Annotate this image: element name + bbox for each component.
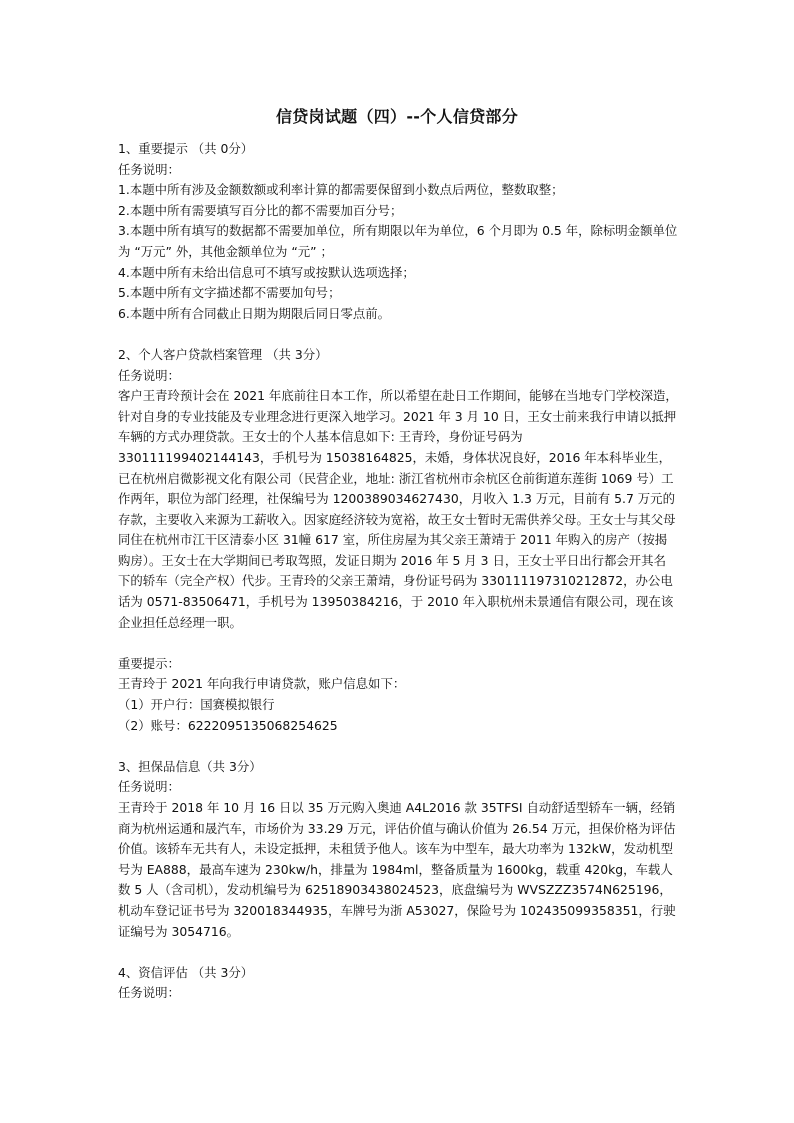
section-2-bank: （1）开户行：国赛模拟银行 — [118, 697, 275, 713]
section-1-item-3: 3.本题中所有填写的数据都不需要加单位，所有期限以年为单位，6 个月即为 0.5 年，除标明金额单位为 “万元” 外，其他金额单位为 “元” ； — [118, 223, 678, 259]
section-2-notice-heading: 重要提示： — [118, 655, 180, 671]
spacer — [118, 942, 678, 963]
section-2-paragraph: 客户王青玲预计会在 2021 年底前往日本工作，所以希望在赴日工作期间，能够在当地专门学校深造，针对自身的专业技能及专业理念进行更深入地学习。2021 年 3 月 10 日，王女士前来我行申请以抵押车辆的方式办理贷款。王女士的个人基本信息如下: 王青玲，身份证号码为 330111199402144143，手机号为 15038164825，未婚，身体状况良好，2016 年本科毕业生，已在杭州启微影视文化有限公司（民营企业，地址: 浙江省杭州市余杭区仓前街道东莲街 1069 号）工作两年，职位为部门经理，社保编号为 1200389034627430，月收入 1.3 万元，目前有 5.7 万元的存款，主要收入来源为工薪收入。因家庭经济较为宽裕，故王女士暂时无需供养父母。王女士与其父母同住在杭州市江干区清泰小区 31幢 617 室，所住房屋为其父亲王萧靖于 2011 年购入的房产（按揭购房）。王女士在大学期间已考取驾照，发证日期为 2016 年 5 月 3 日，王女士平日出行都会开其名下的轿车（完全产权）代步。王青玲的父亲王萧靖，身份证号码为 330111197310212872，办公电话为 0571-83506471，手机号为 13950384216，于 2010 年入职杭州未景通信有限公司，现在该企业担任总经理一职。 — [118, 388, 678, 630]
section-2-notice-line: 王青玲于 2021 年向我行申请贷款，账户信息如下： — [118, 676, 406, 692]
section-2-account: （2）账号：6222095135068254625 — [118, 717, 338, 733]
section-4-heading: 4、资信评估 （共 3分） — [118, 964, 254, 980]
section-2-task-label: 任务说明： — [118, 367, 180, 383]
section-3-paragraph: 王青玲于 2018 年 10 月 16 日以 35 万元购入奥迪 A4L2016 款 35TFSI 自动舒适型轿车一辆，经销商为杭州运通和晟汽车，市场价为 33.29 万元，评估价值与确认价值为 26.54 万元，担保价格为评估价值。该轿车无共有人，未设定抵押，未租赁予他人。该车为中型车，最大功率为 132kW，发动机型号为 EA888，最高车速为 230kw/h，排量为 1984ml，整备质量为 1600kg，载重 420kg，车载人数 5 人（含司机），发动机编号为 62518903438024523，底盘编号为 WVSZZZ3574N625196，机动车登记证书号为 320018344935，车牌号为浙 A53027，保险号为 102435099358351，行驶证编号为 3054716。 — [118, 800, 676, 939]
section-1-item-4: 4.本题中所有未给出信息可不填写或按默认选项选择； — [118, 264, 415, 280]
spacer — [118, 633, 678, 654]
section-2-heading: 2、个人客户贷款档案管理 （共 3分） — [118, 346, 328, 362]
page-title: 信贷岗试题（四）--个人信贷部分 — [275, 107, 519, 126]
spacer — [118, 324, 678, 345]
section-3-heading: 3、担保品信息（共 3分） — [118, 758, 262, 774]
section-1-item-5: 5.本题中所有文字描述都不需要加句号； — [118, 285, 341, 301]
section-1-item-2: 2.本题中所有需要填写百分比的都不需要加百分号； — [118, 202, 403, 218]
section-4-task-label: 任务说明： — [118, 985, 180, 1001]
section-1-heading: 1、重要提示 （共 0分） — [118, 141, 254, 156]
document-body — [118, 139, 678, 1004]
spacer — [118, 736, 678, 757]
section-1-task-label: 任务说明： — [118, 161, 180, 177]
section-1-item-1: 1.本题中所有涉及金额数额或利率计算的都需要保留到小数点后两位，整数取整； — [118, 182, 564, 198]
section-1-item-6: 6.本题中所有合同截止日期为期限后同日零点前。 — [118, 305, 391, 321]
section-3-task-label: 任务说明： — [118, 779, 180, 795]
